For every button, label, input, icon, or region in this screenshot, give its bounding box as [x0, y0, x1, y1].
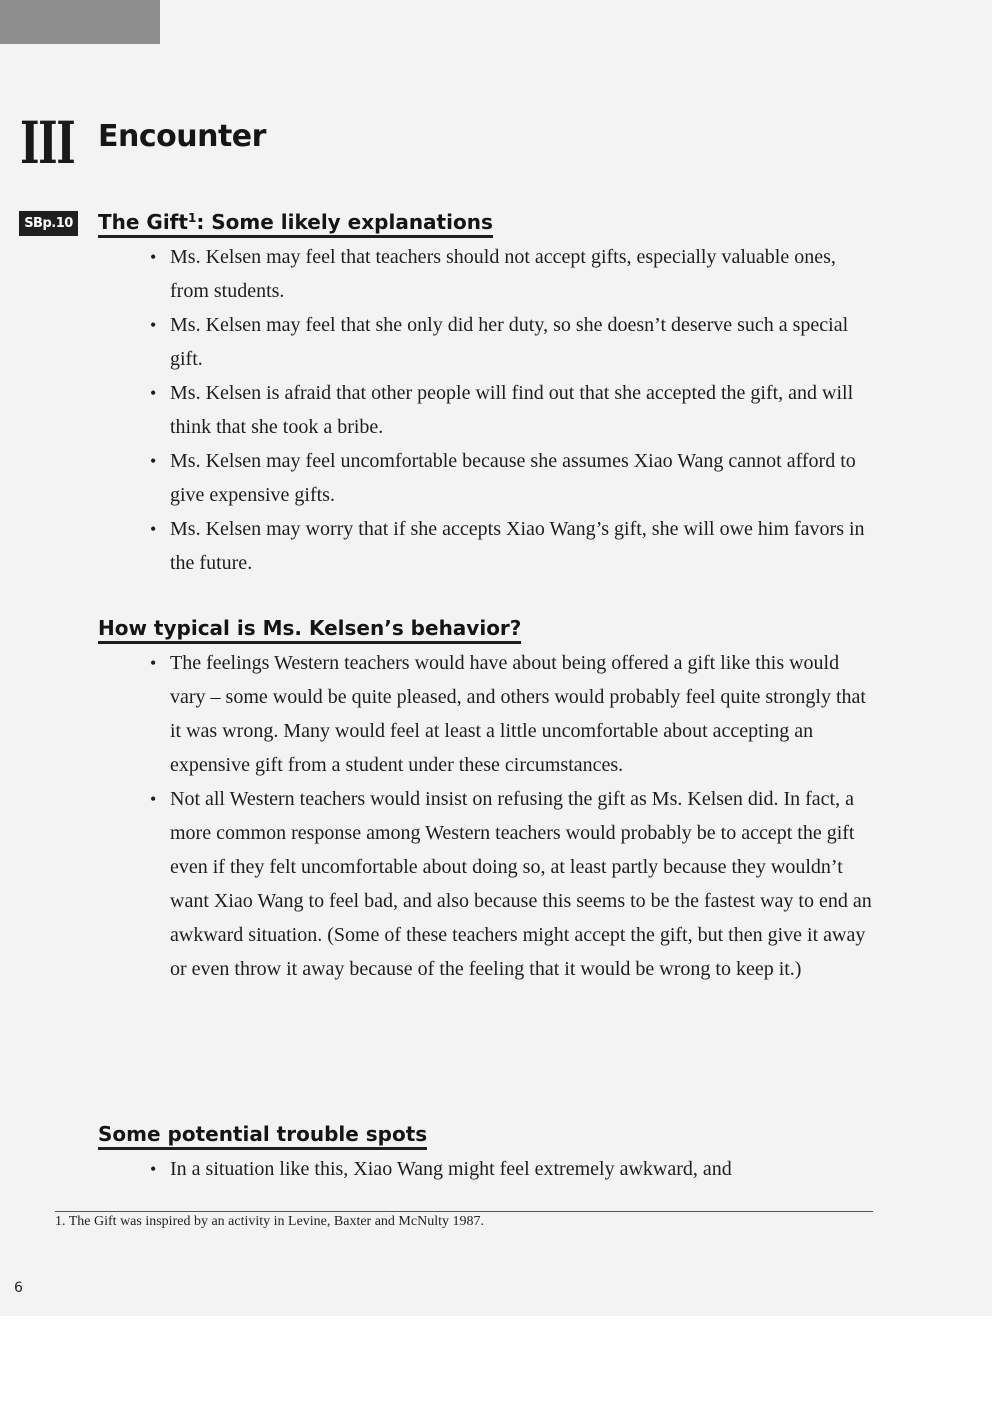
page-number: 6 [14, 1280, 23, 1296]
chapter-numeral: III [20, 109, 75, 177]
list-item: • Not all Western teachers would insist on refusing the gift as Ms. Kelsen did. In fact, a more common response among Western teachers would probably be to accept the gift even if they felt uncomfortable about doing so, at least partly because they wouldn’t want Xiao Wang to feel bad, and also because this seems to be the fastest way to end an awkward situation. (Some of these teachers might accept the gift, but then give it away or even throw it away because of the feeling that it would be wrong to keep it.) [150, 782, 872, 986]
heading-trouble-spots: Some potential trouble spots [98, 1124, 427, 1150]
list-item: • Ms. Kelsen may worry that if she accepts Xiao Wang’s gift, she will owe him favors in the future. [150, 512, 872, 580]
heading-text-rest: : Some likely explanations [196, 210, 493, 234]
bullet-list-typical [150, 646, 872, 986]
heading-text: The Gift [98, 210, 188, 234]
corner-tab [0, 0, 160, 44]
footnote-divider [55, 1211, 873, 1212]
list-item: • Ms. Kelsen may feel that teachers should not accept gifts, especially valuable ones, from students. [150, 240, 872, 308]
list-item: • In a situation like this, Xiao Wang might feel extremely awkward, and [150, 1152, 872, 1186]
bullet-list-explanations [150, 240, 872, 580]
footnote-marker: 1 [187, 211, 197, 225]
footnote: 1. The Gift was inspired by an activity in Levine, Baxter and McNulty 1987. [55, 1214, 484, 1229]
heading-typical-behavior: How typical is Ms. Kelsen’s behavior? [98, 618, 521, 644]
page-reference-badge: SBp.10 [19, 211, 78, 236]
bullet-list-trouble [150, 1152, 872, 1186]
list-item: • Ms. Kelsen is afraid that other people will find out that she accepted the gift, and will think that she took a bribe. [150, 376, 872, 444]
list-item: • Ms. Kelsen may feel uncomfortable because she assumes Xiao Wang cannot afford to give expensive gifts. [150, 444, 872, 512]
chapter-title: Encounter [98, 119, 266, 154]
list-item: • Ms. Kelsen may feel that she only did her duty, so she doesn’t deserve such a special gift. [150, 308, 872, 376]
heading-likely-explanations [98, 212, 493, 238]
list-item: • The feelings Western teachers would have about being offered a gift like this would vary – some would be quite pleased, and others would probably feel quite strongly that it was wrong. Many would feel at least a little uncomfortable about accepting an expensive gift from a student under these circumstances. [150, 646, 872, 782]
